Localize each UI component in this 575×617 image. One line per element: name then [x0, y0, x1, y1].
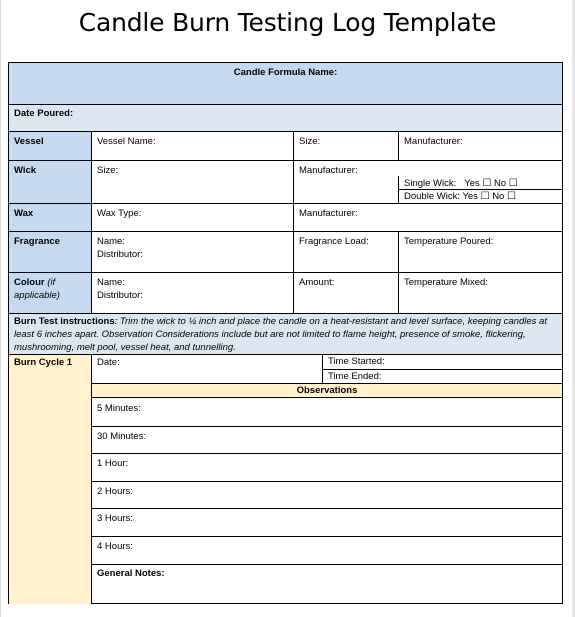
double-wick-yes-label: Yes [462, 191, 478, 202]
double-wick-yes-checkbox[interactable]: ☐ [480, 191, 490, 202]
formula-name-cell[interactable] [9, 63, 562, 104]
colour-distributor-label: Distributor: [97, 290, 143, 301]
wick-size-label: Size: [97, 165, 119, 176]
observation-time-label: 3 Hours: [97, 513, 133, 524]
vessel-manufacturer-label: Manufacturer: [404, 136, 463, 147]
vessel-label: Vessel [14, 136, 44, 147]
fragrance-label: Fragrance [14, 236, 60, 247]
observations-header [92, 384, 562, 397]
observation-time-label: 5 Minutes: [97, 403, 141, 414]
wick-manufacturer-label: Manufacturer: [299, 165, 358, 176]
vessel-name-cell[interactable] [92, 132, 292, 160]
fragrance-temperature-label: Temperature Poured: [404, 236, 494, 247]
divider [91, 132, 92, 313]
observation-time-label: 30 Minutes: [97, 431, 147, 442]
date-poured-label: Date Poured: [14, 108, 74, 119]
general-notes-cell[interactable] [92, 564, 562, 604]
observation-time-label: 4 Hours: [97, 541, 133, 552]
observations-header-label: Observations [296, 385, 358, 396]
observation-row[interactable] [92, 509, 562, 536]
fragrance-name-cell[interactable] [92, 232, 292, 272]
colour-amount-cell[interactable] [294, 273, 398, 313]
vessel-size-cell[interactable] [294, 132, 398, 160]
burn-cycle-label: Burn Cycle 1 [14, 357, 73, 368]
page-left-edge [0, 0, 1, 617]
double-wick-label: Double Wick: [404, 191, 460, 202]
single-wick-no-label: No [493, 178, 507, 189]
fragrance-name-label: Name: [97, 236, 125, 247]
vessel-name-label: Vessel Name: [97, 136, 156, 147]
colour-name-cell[interactable] [92, 273, 292, 313]
burn-log-table [8, 62, 563, 604]
colour-label: Colour [14, 277, 45, 288]
observation-time-label: 1 Hour: [97, 458, 129, 469]
observation-row[interactable] [92, 482, 562, 509]
wick-size-cell[interactable] [92, 161, 292, 203]
wick-label-cell [9, 161, 91, 203]
single-wick-option [399, 176, 562, 190]
document-title: Candle Burn Testing Log Template [78, 8, 497, 37]
observation-row[interactable] [92, 427, 562, 454]
burn-test-instructions [9, 314, 562, 354]
burn-cycle-date-label: Date: [97, 357, 120, 368]
wick-label: Wick [14, 165, 37, 176]
fragrance-load-label: Fragrance Load: [299, 236, 369, 247]
date-poured-cell[interactable] [9, 105, 562, 131]
vessel-size-label: Size: [299, 136, 321, 147]
wax-type-label: Wax Type: [97, 208, 142, 219]
fragrance-distributor-label: Distributor: [97, 249, 143, 260]
single-wick-label: Single Wick: [404, 178, 457, 189]
double-wick-option [399, 190, 562, 204]
colour-name-label: Name: [97, 277, 125, 288]
wick-manufacturer-cell[interactable] [294, 161, 562, 176]
fragrance-temperature-cell[interactable] [399, 232, 562, 272]
colour-amount-label: Amount: [299, 277, 335, 288]
divider [398, 176, 399, 204]
single-wick-yes-label: Yes [464, 178, 480, 189]
divider [399, 189, 562, 190]
time-ended-cell[interactable] [323, 370, 562, 383]
colour-temperature-cell[interactable] [399, 273, 562, 313]
observation-row[interactable] [92, 399, 562, 426]
time-started-label: Time Started: [328, 356, 385, 367]
instructions-text: : Trim the wick to ¼ inch and place the candle on a heat-resistant and level surface, keeping candles at least 6 inches apart. Observation Considerations include but are not limited to flame height, presence of smoke, flickering, mushrooming, melt pool, vessel heat, and tunnelling. [14, 316, 547, 353]
wax-type-cell[interactable] [92, 204, 292, 231]
observation-time-label: 2 Hours: [97, 486, 133, 497]
divider [398, 132, 399, 161]
wax-manufacturer-label: Manufacturer: [299, 208, 358, 219]
time-ended-label: Time Ended: [328, 371, 382, 382]
fragrance-label-cell [9, 232, 91, 272]
double-wick-no-checkbox[interactable]: ☐ [506, 191, 516, 202]
wax-label-cell [9, 204, 91, 231]
wax-label: Wax [14, 208, 34, 219]
divider [293, 132, 294, 313]
colour-temperature-label: Temperature Mixed: [404, 277, 488, 288]
single-wick-no-checkbox[interactable]: ☐ [508, 178, 518, 189]
vessel-manufacturer-cell[interactable] [399, 132, 562, 160]
burn-cycle-label-cell [9, 355, 91, 604]
observation-row[interactable] [92, 454, 562, 481]
vessel-label-cell [9, 132, 91, 160]
formula-name-label: Candle Formula Name: [233, 67, 338, 78]
divider [92, 397, 562, 398]
fragrance-load-cell[interactable] [294, 232, 398, 272]
burn-cycle-date-cell[interactable] [92, 355, 322, 383]
divider [398, 232, 399, 313]
double-wick-no-label: No [492, 191, 505, 202]
wax-manufacturer-cell[interactable] [294, 204, 562, 231]
general-notes-label: General Notes: [97, 568, 165, 579]
colour-label-note: (if applicable) [14, 277, 60, 301]
time-started-cell[interactable] [323, 355, 562, 369]
single-wick-yes-checkbox[interactable]: ☐ [482, 178, 492, 189]
colour-label-cell [9, 273, 91, 313]
observation-row[interactable] [92, 537, 562, 564]
instructions-label: Burn Test instructions [14, 316, 115, 327]
